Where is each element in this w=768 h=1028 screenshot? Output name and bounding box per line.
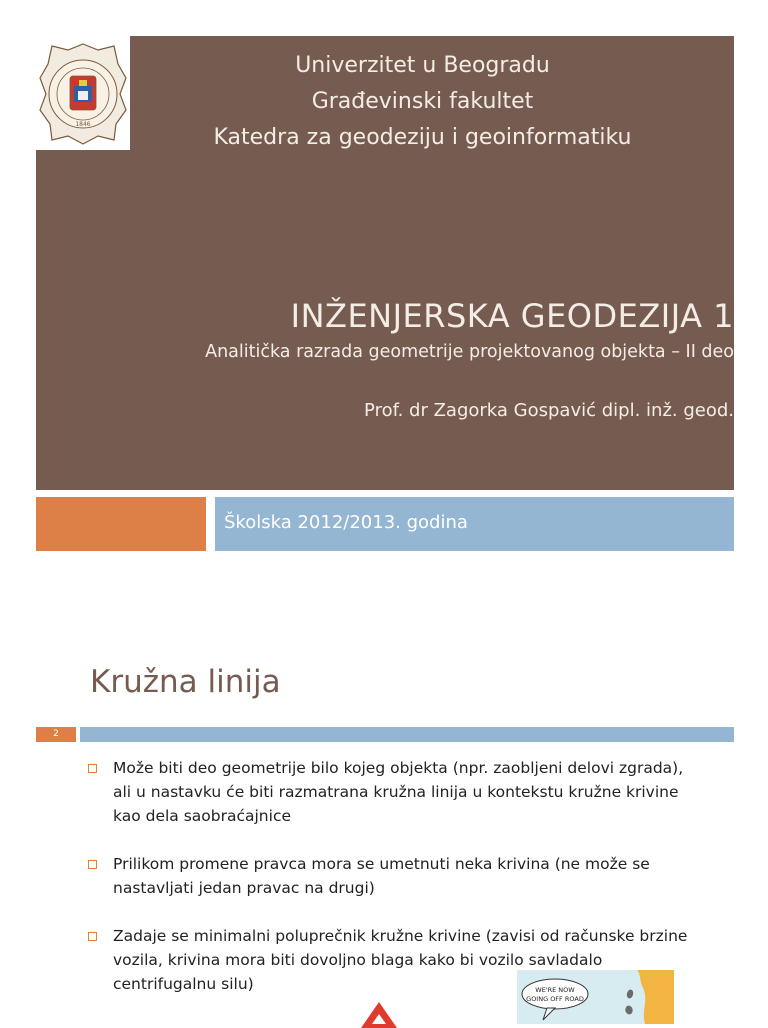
bullet-item xyxy=(88,852,688,900)
title-underline-bar xyxy=(80,727,734,742)
bullet-text: Zadaje se minimalni poluprečnik kružne krivine (zavisi od računske brzine vozila, krivina mora biti dovoljno blaga kako bi vozilo savladalo centrifugalnu silu) xyxy=(113,927,688,993)
cartoon-graphic xyxy=(517,970,674,1024)
university-header xyxy=(135,48,710,156)
accent-block-orange xyxy=(36,497,206,551)
square-bullet-icon xyxy=(88,932,97,941)
professor-name: Prof. dr Zagorka Gospavić dipl. inž. geod. xyxy=(364,400,734,421)
cartoon-caption-line-1: WE'RE NOW xyxy=(535,986,575,994)
course-title: INŽENJERSKA GEODEZIJA 1 xyxy=(290,297,734,335)
logo-year: 1846 xyxy=(75,121,91,128)
bullet-item xyxy=(88,756,688,828)
department-name: Katedra za geodeziju i geoinformatiku xyxy=(213,125,632,150)
square-bullet-icon xyxy=(88,764,97,773)
course-subtitle: Analitička razrada geometrije projektovanog objekta – II deo xyxy=(205,342,734,362)
bullet-text: Može biti deo geometrije bilo kojeg objekta (npr. zaobljeni delovi zgrada), ali u nastavku će biti razmatrana kružna linija u kontekstu kružne krivine kao dela saobraćajnice xyxy=(113,759,684,825)
bullet-text: Prilikom promene pravca mora se umetnuti neka krivina (ne može se nastavljati jedan pravac na drugi) xyxy=(113,855,650,897)
road-cartoon-image xyxy=(517,970,674,1024)
faculty-seal-logo xyxy=(36,36,130,150)
slide-title: Kružna linija xyxy=(90,664,281,700)
slide-number: 2 xyxy=(36,727,76,742)
cartoon-caption-line-2: GOING OFF ROAD xyxy=(526,995,584,1003)
square-bullet-icon xyxy=(88,860,97,869)
school-year: Školska 2012/2013. godina xyxy=(224,512,468,533)
faculty-name: Građevinski fakultet xyxy=(311,89,534,114)
seal-graphic xyxy=(36,36,130,150)
warning-sign-inner xyxy=(372,1014,386,1024)
university-name: Univerzitet u Beogradu xyxy=(295,53,550,78)
